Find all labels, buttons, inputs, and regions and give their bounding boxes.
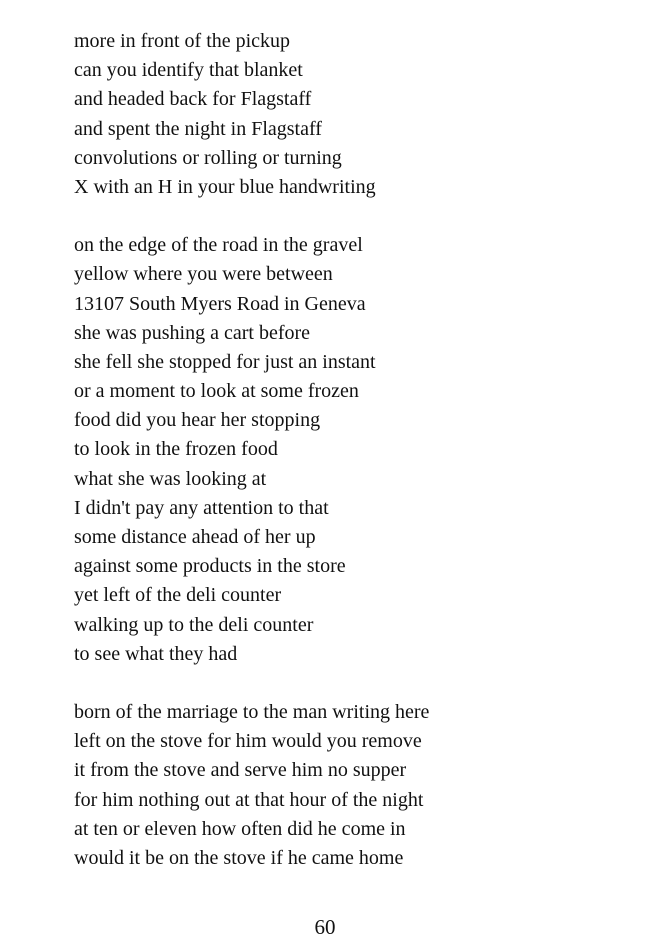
poem-line: yellow where you were between: [74, 263, 333, 286]
poem-line: against some products in the store: [74, 555, 346, 578]
page-number: 60: [314, 915, 336, 939]
poem-line: convolutions or rolling or turning: [74, 146, 342, 169]
poem-line: born of the marriage to the man writing here: [74, 700, 430, 723]
poem-body: [74, 27, 614, 902]
poem-line: at ten or eleven how often did he come in: [74, 817, 406, 840]
poem-line: X with an H in your blue handwriting: [74, 175, 376, 198]
poem-line: more in front of the pickup: [74, 30, 291, 52]
poem-line: to see what they had: [74, 642, 238, 665]
poem-line: and spent the night in Flagstaff: [74, 117, 322, 140]
poem-line: walking up to the deli counter: [74, 613, 314, 636]
poem-line: on the edge of the road in the gravel: [74, 234, 363, 257]
stanza-1: [74, 27, 614, 202]
stanza-2: [74, 231, 614, 669]
poem-line: food did you hear her stopping: [74, 409, 321, 432]
poem-line: I didn't pay any attention to that: [74, 496, 329, 519]
poem-line: what she was looking at: [74, 467, 267, 490]
poem-line: she fell she stopped for just an instant: [74, 350, 376, 373]
poem-line: she was pushing a cart before: [74, 321, 311, 344]
poem-line: can you identify that blanket: [74, 59, 303, 82]
poem-line: or a moment to look at some frozen: [74, 380, 359, 403]
stanza-3: [74, 698, 614, 873]
poem-line: yet left of the deli counter: [74, 584, 282, 607]
poem-line: it from the stove and serve him no supper: [74, 759, 407, 782]
poem-line: left on the stove for him would you remove: [74, 730, 422, 753]
poem-line: 13107 South Myers Road in Geneva: [74, 292, 366, 315]
poem-line: for him nothing out at that hour of the night: [74, 788, 424, 811]
poem-line: to look in the frozen food: [74, 438, 278, 461]
poem-line: some distance ahead of her up: [74, 526, 316, 548]
poem-line: would it be on the stove if he came home: [74, 846, 404, 869]
poem-line: and headed back for Flagstaff: [74, 88, 312, 111]
